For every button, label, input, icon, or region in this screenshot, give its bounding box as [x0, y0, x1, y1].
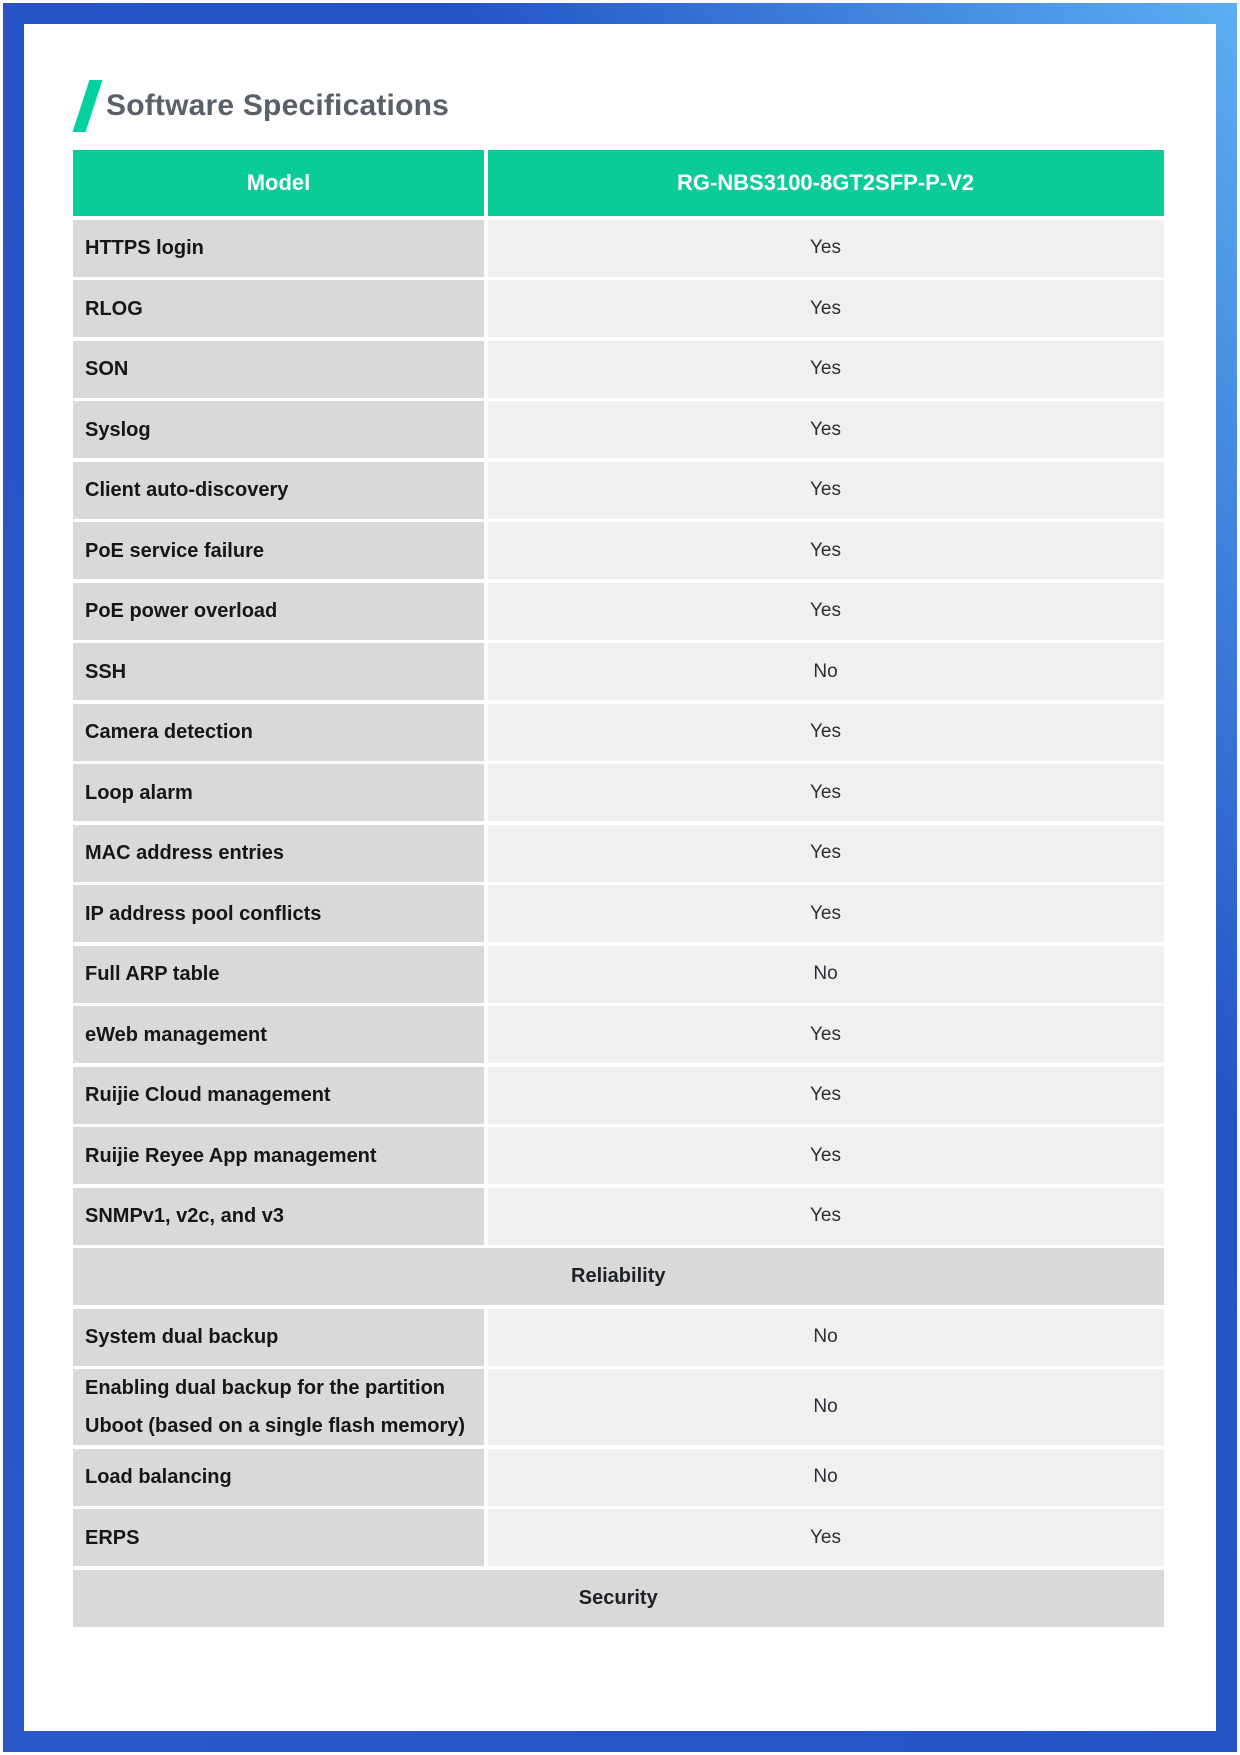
- spec-row-label: eWeb management: [73, 1006, 484, 1063]
- spec-row-label: RLOG: [73, 280, 484, 337]
- spec-row-value: Yes: [488, 764, 1164, 821]
- spec-row-label: PoE service failure: [73, 522, 484, 579]
- accent-slash-icon: [73, 80, 103, 132]
- spec-row-value: Yes: [488, 462, 1164, 519]
- spec-row-label: Ruijie Cloud management: [73, 1067, 484, 1124]
- spec-row-label: Client auto-discovery: [73, 462, 484, 519]
- spec-row-value: Yes: [488, 220, 1164, 277]
- spec-row-label: System dual backup: [73, 1309, 484, 1366]
- spec-row-value: No: [488, 643, 1164, 700]
- page-title: Software Specifications: [106, 89, 450, 122]
- spec-row-label: MAC address entries: [73, 825, 484, 882]
- spec-row-value: Yes: [488, 1006, 1164, 1063]
- spec-table: [73, 150, 1164, 1627]
- spec-row-value: Yes: [488, 1509, 1164, 1566]
- section-header-row: Reliability: [73, 1248, 1164, 1305]
- spec-row-value: Yes: [488, 522, 1164, 579]
- spec-row-label: Full ARP table: [73, 946, 484, 1003]
- page-border-frame: [3, 3, 1237, 1752]
- title-block: [73, 80, 1216, 132]
- table-header-model-value: RG-NBS3100-8GT2SFP-P-V2: [488, 150, 1164, 216]
- spec-row-label: ERPS: [73, 1509, 484, 1566]
- spec-row-value: Yes: [488, 1067, 1164, 1124]
- spec-row-value: Yes: [488, 280, 1164, 337]
- spec-row-label: PoE power overload: [73, 583, 484, 640]
- section-header-row: Security: [73, 1570, 1164, 1627]
- spec-row-value: No: [488, 1309, 1164, 1366]
- spec-row-label: Enabling dual backup for the partition Uboot (based on a single flash memory): [73, 1369, 484, 1445]
- spec-row-label: Load balancing: [73, 1449, 484, 1506]
- spec-row-value: No: [488, 946, 1164, 1003]
- spec-row-label: SNMPv1, v2c, and v3: [73, 1188, 484, 1245]
- spec-row-label: SSH: [73, 643, 484, 700]
- spec-row-value: Yes: [488, 1188, 1164, 1245]
- table-header-model: Model: [73, 150, 484, 216]
- spec-row-value: Yes: [488, 1127, 1164, 1184]
- spec-row-label: Syslog: [73, 401, 484, 458]
- spec-row-value: No: [488, 1449, 1164, 1506]
- spec-row-value: Yes: [488, 583, 1164, 640]
- spec-row-value: Yes: [488, 885, 1164, 942]
- spec-row-value: Yes: [488, 341, 1164, 398]
- spec-row-label: Loop alarm: [73, 764, 484, 821]
- spec-row-label: SON: [73, 341, 484, 398]
- spec-row-label: Ruijie Reyee App management: [73, 1127, 484, 1184]
- spec-row-value: Yes: [488, 825, 1164, 882]
- spec-row-value: Yes: [488, 401, 1164, 458]
- spec-row-label: IP address pool conflicts: [73, 885, 484, 942]
- spec-row-value: Yes: [488, 704, 1164, 761]
- spec-row-label: Camera detection: [73, 704, 484, 761]
- spec-row-label: HTTPS login: [73, 220, 484, 277]
- content-area: [24, 24, 1216, 1731]
- spec-row-value: No: [488, 1369, 1164, 1445]
